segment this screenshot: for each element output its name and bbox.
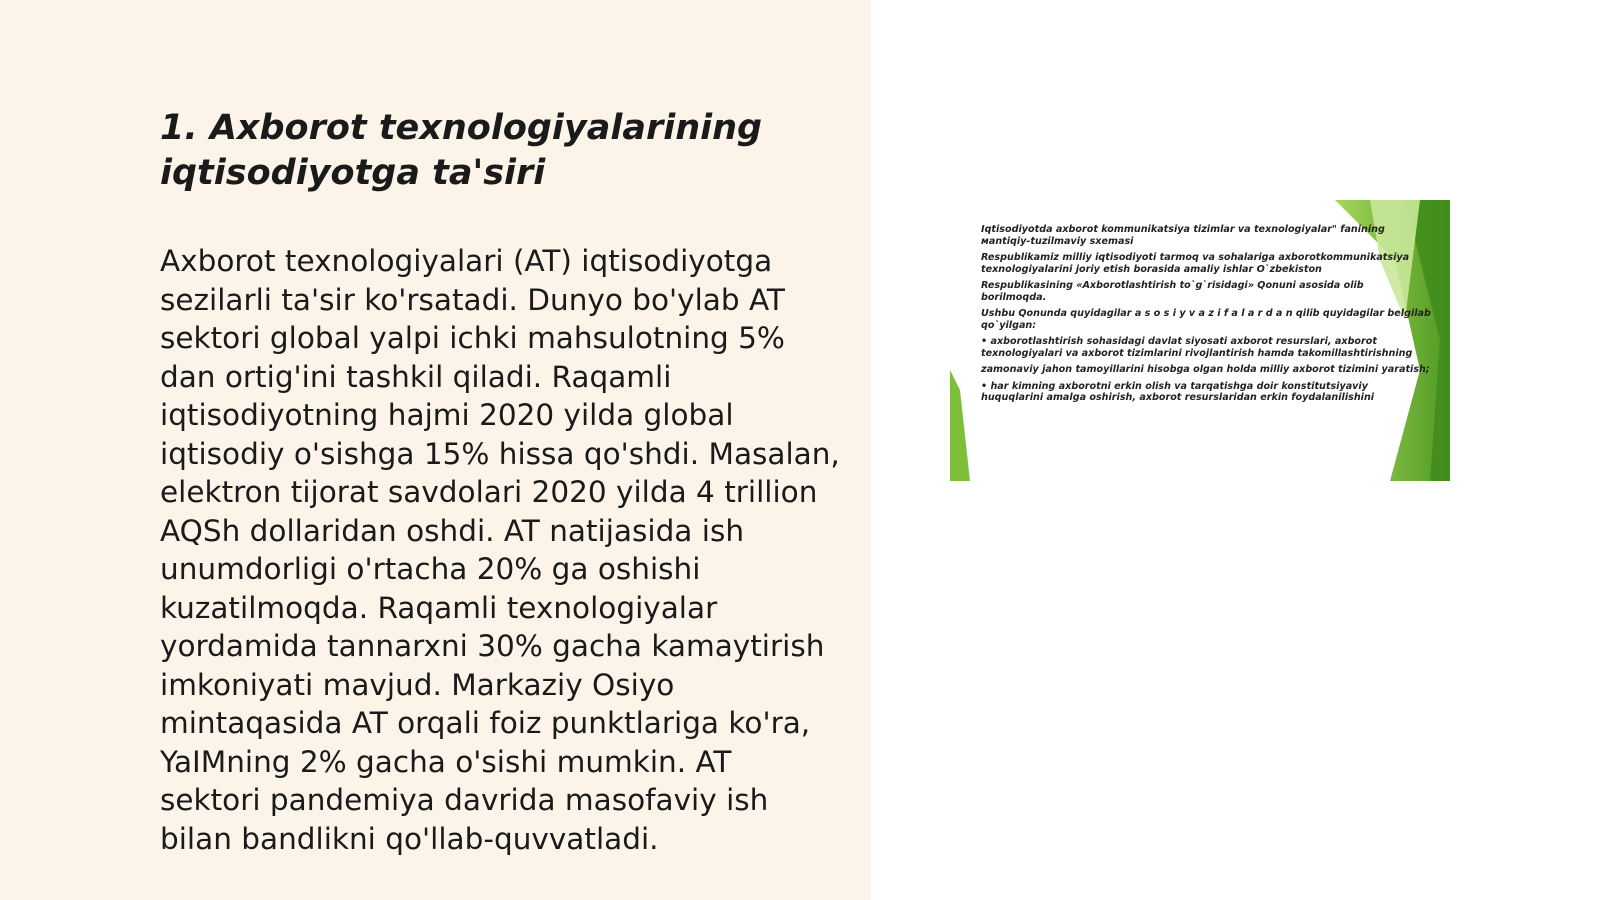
image-line: zamonaviy jahon tamoyillarini hisobga olgan holda milliy axborot tizimini yaratish; [981, 364, 1430, 375]
embedded-slide-image [950, 200, 1450, 481]
image-line: • har kimning axborotni erkin olish va tarqatishga doir konstitutsiyaviy huquqlarini amalga oshirish, axborot resurslaridan erkin foydalanilishini [981, 380, 1375, 403]
image-text-block [981, 224, 1431, 409]
slide-title: 1. Axborot texnologiyalarining iqtisodiyotga ta'siri [160, 108, 763, 193]
image-line: Respublikasining «Axborotlashtirish to`g`risidagi» Qonuni asosida olib borilmoqda. [981, 280, 1364, 303]
slide-body-text: Axborot texnologiyalari (AT) iqtisodiyotga sezilarli ta'sir ko'rsatadi. Dunyo bo'ylab AT sektori global yalpi ichki mahsulotning 5% dan ortig'ini tashkil qiladi. Raqamli iqtisodiyotning hajmi 2020 yilda global iqtisodiy o'sishga 15% hissa qo'shdi. Masalan, elektron tijorat savdolari 2020 yilda 4 trillion AQSh dollaridan oshdi. AT natijasida ish unumdorligi o'rtacha 20% ga oshishi kuzatilmoqda. Raqamli texnologiyalar yordamida tannarxni 30% gacha kamaytirish imkoniyati mavjud. Markaziy Osiyo mintaqasida AT orqali foiz punktlariga ko'ra, YaIMning 2% gacha o'sishi mumkin. AT sektori pandemiya davrida masofaviy ish bilan bandlikni qo'llab-quvvatladi. [160, 244, 840, 856]
image-line: • axborotlashtirish sohasidagi davlat siyosati axborot resurslari, axborot texnologiyalari va axborot tizimlarini rivojlantirish hamda takomillashtirishning [981, 336, 1413, 359]
image-line: Respublikamiz milliy iqtisodiyoti tarmoq va sohalariga axborotkommunikatsiya texnologiyalarini joriy etish borasida amaliy ishlar O`zbekiston [981, 252, 1410, 275]
image-line: Ushbu Qonunda quyidagilar a s o s i y v a z i f a l a r d a n qilib quyidagilar belgilab qo`yilgan: [981, 308, 1431, 331]
left-green-shape [950, 370, 970, 481]
image-line: Iqtisodiyotda axborot kommunikatsiya tizimlar va texnologiyalar" fanining мantiqiy-tuzilmaviy sxemasi [981, 224, 1385, 247]
